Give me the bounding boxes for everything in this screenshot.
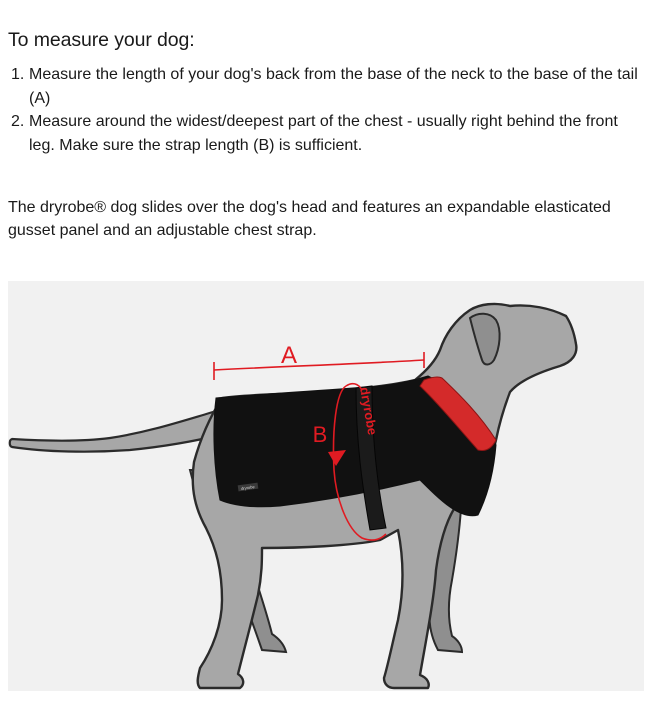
strap-logo: dryrobe — [357, 385, 381, 437]
step-item — [8, 110, 644, 157]
measure-a-label: A — [280, 342, 298, 369]
dog-measurement-illustration — [8, 281, 644, 691]
step-text: Measure the length of your dog's back from the base of the neck to the base of the tail (A) — [29, 66, 638, 107]
product-description: The dryrobe® dog slides over the dog's head and features an expandable elasticated gusset panel and an adjustable chest strap. — [8, 199, 611, 239]
measurement-steps — [8, 63, 644, 157]
measure-a-line — [214, 360, 424, 370]
step-item — [8, 63, 644, 110]
dog-tail — [10, 410, 224, 452]
step-number: 1. — [11, 66, 25, 83]
page-title: To measure your dog: — [8, 29, 195, 51]
coat-tag-text: dryrobe — [240, 484, 255, 491]
step-text: Measure around the widest/deepest part of the chest - usually right behind the front leg. Make sure the strap length (B) is sufficient. — [29, 113, 618, 154]
dog-diagram — [8, 281, 644, 691]
step-number: 2. — [11, 113, 25, 130]
measure-b-label: B — [312, 422, 328, 447]
